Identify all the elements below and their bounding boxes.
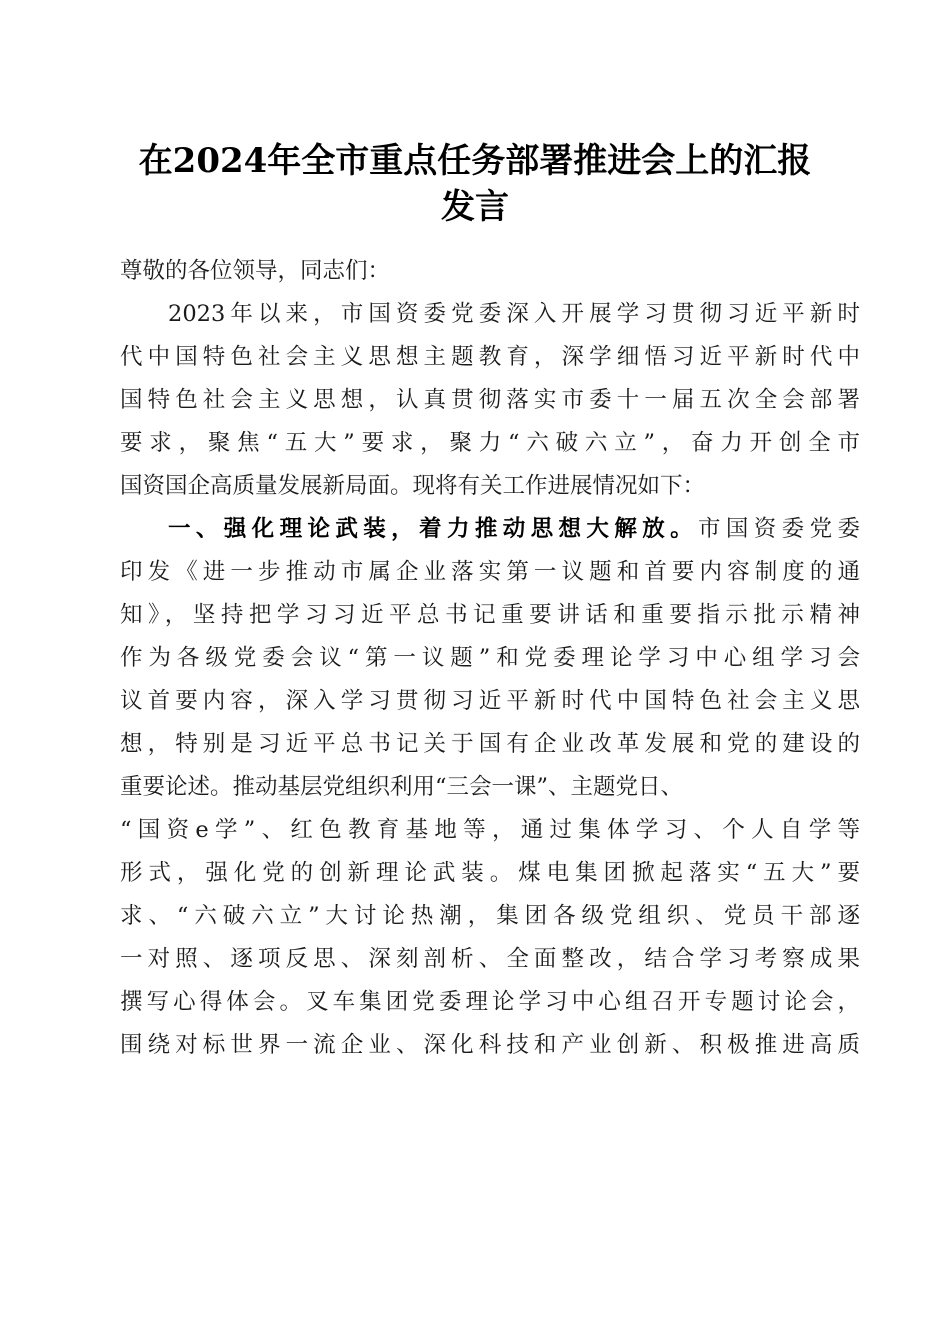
paragraph-line: 撰写心得体会。叉车集团党委理论学习中心组召开专题讨论会， (120, 989, 860, 1015)
paragraph-line: 印发《进一步推动市属企业落实第一议题和首要内容制度的通 (120, 559, 860, 585)
paragraph-line: 要求，聚焦“五大”要求，聚力“六破六立”，奋力开创全市 (120, 430, 860, 456)
paragraph-line: 形式，强化党的创新理论武装。煤电集团掀起落实“五大”要 (120, 860, 860, 886)
paragraph-line: 求、“六破六立”大讨论热潮，集团各级党组织、党员干部逐 (120, 903, 860, 929)
paragraph-line: 知》，坚持把学习习近平总书记重要讲话和重要指示批示精神 (120, 602, 860, 628)
document-title (110, 138, 840, 230)
paragraph-line: 一对照、逐项反思、深刻剖析、全面整改，结合学习考察成果 (120, 946, 860, 972)
salutation: 尊敬的各位领导，同志们： (120, 258, 391, 284)
title-line-2: 发言 (441, 187, 509, 227)
paragraph-line: 议首要内容，深入学习贯彻习近平新时代中国特色社会主义思 (120, 688, 860, 714)
section-heading: 一、强化理论武装，着力推动思想大解放。 (168, 516, 698, 542)
paragraph-line: 代中国特色社会主义思想主题教育，深学细悟习近平新时代中 (120, 344, 860, 370)
paragraph-line: 2023年以来，市国资委党委深入开展学习贯彻习近平新时 (168, 301, 860, 327)
section-heading-continuation: 市国资委党委 (698, 516, 860, 542)
paragraph-line: 重要论述。推动基层党组织利用“三会一课”、主题党日、 (120, 774, 684, 800)
paragraph-line: 围绕对标世界一流企业、深化科技和产业创新、积极推进高质 (120, 1032, 860, 1058)
document-body (120, 250, 860, 1067)
paragraph-line: 想，特别是习近平总书记关于国有企业改革发展和党的建设的 (120, 731, 860, 757)
paragraph-line: 作为各级党委会议“第一议题”和党委理论学习中心组学习会 (120, 645, 860, 671)
paragraph-line: “国资e学”、红色教育基地等，通过集体学习、个人自学等 (120, 817, 860, 843)
paragraph-line: 国资国企高质量发展新局面。现将有关工作进展情况如下： (120, 473, 706, 499)
title-line-1: 在2024年全市重点任务部署推进会上的汇报 (138, 141, 812, 181)
paragraph-line: 国特色社会主义思想，认真贯彻落实市委十一届五次全会部署 (120, 387, 860, 413)
section-heading-line (120, 508, 860, 551)
